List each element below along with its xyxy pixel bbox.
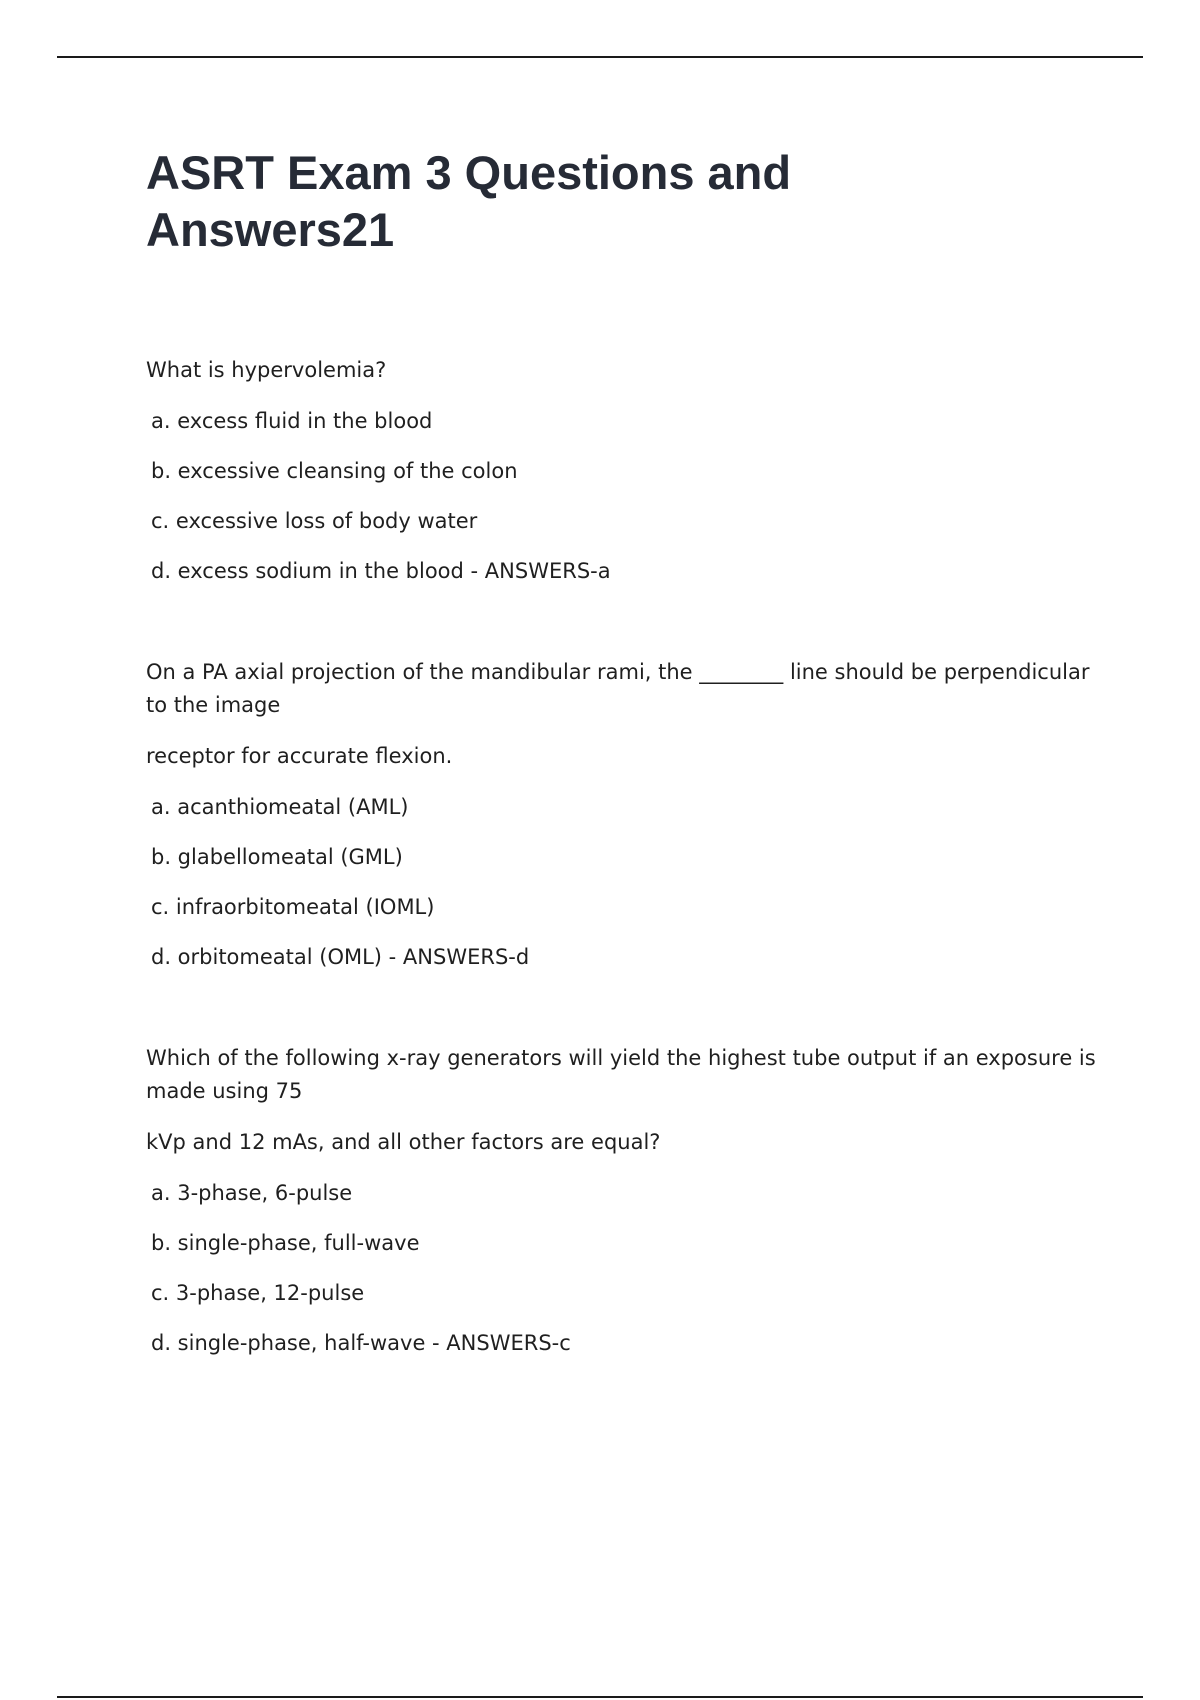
question-text: Which of the following x-ray generators will yield the highest tube output if an exposure is made using 75	[146, 1046, 1096, 1103]
answer-option-b: b. single-phase, full-wave	[151, 1231, 420, 1255]
question-text-continued: receptor for accurate flexion.	[146, 744, 453, 768]
question-text: On a PA axial projection of the mandibular rami, the ________ line should be perpendicular to the image	[146, 660, 1090, 717]
bottom-divider	[57, 1696, 1143, 1698]
question-2	[146, 656, 1096, 974]
question-text-continued: kVp and 12 mAs, and all other factors are equal?	[146, 1130, 661, 1154]
answer-option-c: c. 3-phase, 12-pulse	[151, 1281, 365, 1305]
question-text: What is hypervolemia?	[146, 358, 387, 382]
answer-option-b: b. excessive cleansing of the colon	[151, 459, 518, 483]
answer-option-c: c. infraorbitomeatal (IOML)	[151, 895, 435, 919]
question-list	[146, 354, 1096, 1377]
answer-option-d: d. orbitomeatal (OML) - ANSWERS-d	[151, 945, 530, 969]
answer-option-d: d. excess sodium in the blood - ANSWERS-a	[151, 559, 611, 583]
question-1	[146, 354, 1096, 588]
answer-option-a: a. 3-phase, 6-pulse	[151, 1181, 353, 1205]
answer-option-b: b. glabellomeatal (GML)	[151, 845, 403, 869]
question-3	[146, 1042, 1096, 1360]
question-spacer	[146, 991, 1096, 1042]
question-spacer	[146, 605, 1096, 656]
answer-option-a: a. acanthiomeatal (AML)	[151, 795, 409, 819]
document-title: ASRT Exam 3 Questions and Answers21	[146, 146, 792, 256]
answer-option-a: a. excess fluid in the blood	[151, 409, 433, 433]
answer-option-d: d. single-phase, half-wave - ANSWERS-c	[151, 1331, 571, 1355]
answer-option-c: c. excessive loss of body water	[151, 509, 478, 533]
top-divider	[57, 56, 1143, 58]
